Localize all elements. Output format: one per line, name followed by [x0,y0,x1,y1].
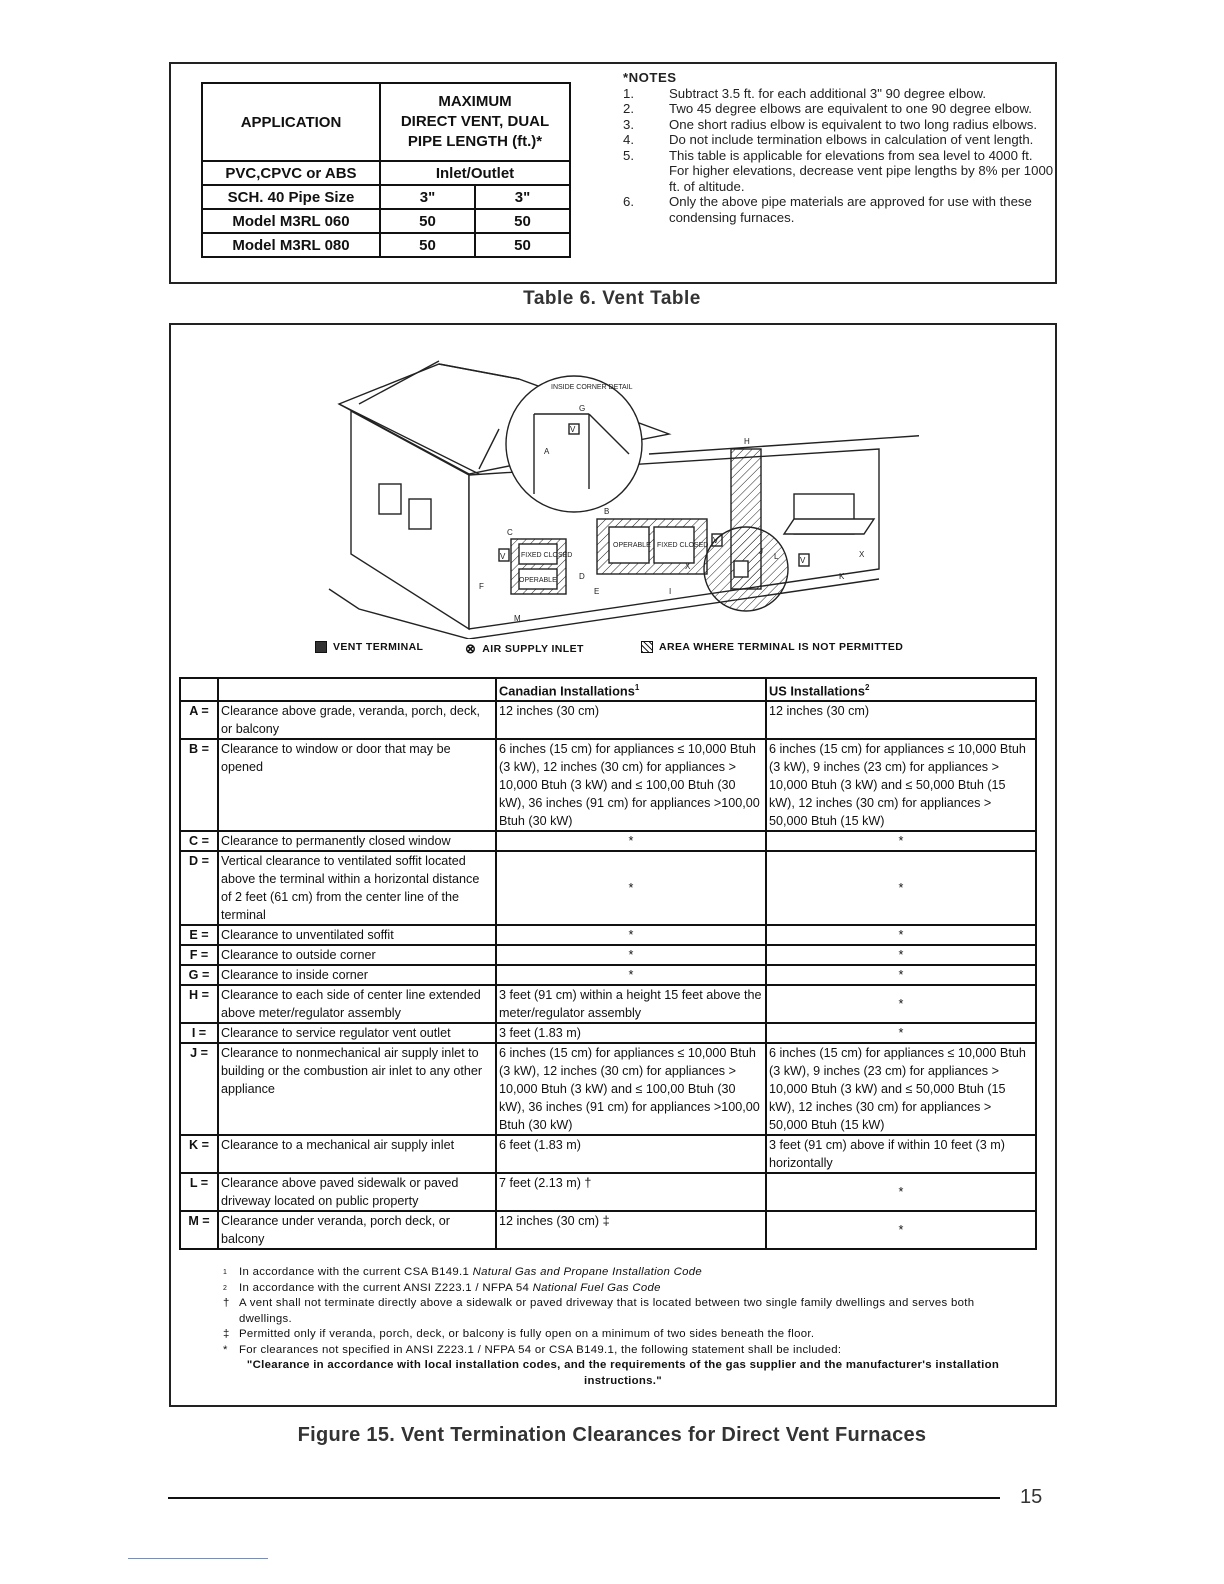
dim-label-e: E [594,587,600,596]
row-us: * [766,945,1036,965]
row-letter: I = [180,1023,218,1043]
footer-link-underline [128,1558,268,1559]
vent-table [201,82,571,258]
header-max-line1: MAXIMUM [438,93,512,110]
row-us: * [766,1211,1036,1249]
figure-panel [169,323,1057,1407]
row-us: 3 feet (91 cm) above if within 10 feet (3 m) horizontally [766,1135,1036,1173]
footnote-2: 2 In accordance with the current ANSI Z223.1 / NFPA 54 National Fuel Gas Code [223,1281,661,1294]
header-empty-desc [218,678,496,701]
row-us: * [766,831,1036,851]
air-supply-marker: X [859,550,865,559]
note-item: 6. Only the above pipe materials are approved for use with these condensing furnaces. [623,194,1032,225]
header-us: US Installations$^2$ [766,678,1036,701]
model-inlet: 50 [380,233,475,257]
vent-terminal-marker: V [570,425,576,434]
row-canadian: 7 feet (2.13 m) † [496,1173,766,1211]
footnote-star: * For clearances not specified in ANSI Z223.1 / NFPA 54 or CSA B149.1, the following statement shall be included: [223,1343,842,1356]
row-desc: Clearance to unventilated soffit [218,925,496,945]
table-row [180,739,1036,831]
clearance-header-row [180,678,1036,701]
row-canadian: 3 feet (91 cm) within a height 15 feet above the meter/regulator assembly [496,985,766,1023]
header-canadian: Canadian Installations$^1$ [496,678,766,701]
table-row [180,1023,1036,1043]
vent-table-panel [169,62,1057,284]
row-letter: J = [180,1043,218,1135]
table-row [180,1135,1036,1173]
dim-label-k: K [839,572,845,581]
dim-label-b: B [604,507,610,516]
table-caption: Table 6. Vent Table [523,288,701,309]
row-us: 6 inches (15 cm) for appliances ≤ 10,000 Btuh (3 kW), 9 inches (23 cm) for appliances > 10,000 Btuh (3 kW) and ≤ 50,000 Btuh (15 kW), 12 inches (30 cm) for appliances > 50,000 Btuh (15 kW) [766,739,1036,831]
row-letter: H = [180,985,218,1023]
figure-caption: Figure 15. Vent Termination Clearances for Direct Vent Furnaces [297,1424,927,1446]
notes-title: *NOTES [623,70,677,85]
clearance-table [179,677,1037,1250]
row-canadian: * [496,945,766,965]
air-supply-marker: X [685,562,691,571]
row-letter: D = [180,851,218,925]
dim-label-f: F [479,582,484,591]
row-desc: Clearance to a mechanical air supply inlet [218,1135,496,1173]
row-desc: Clearance to inside corner [218,965,496,985]
row-canadian: * [496,925,766,945]
inside-corner-detail-label: INSIDE CORNER DETAIL [551,384,633,391]
model-outlet: 50 [475,209,570,233]
row-desc: Clearance above grade, veranda, porch, deck, or balcony [218,701,496,739]
operable-label: OPERABLE [519,577,557,584]
header-max-line3: PIPE LENGTH (ft.)* [407,133,543,150]
pipe-size-label: SCH. 40 Pipe Size [202,185,380,209]
model-name: Model M3RL 080 [202,233,380,257]
footnotes [217,1265,1029,1389]
vent-terminal-marker: V [800,556,806,565]
dim-label-c: C [507,528,513,537]
row-us: * [766,965,1036,985]
model-inlet: 50 [380,209,475,233]
table-row [180,1173,1036,1211]
legend-vent-terminal [315,641,423,653]
hatched-area-icon [641,641,653,653]
footnote-1: 1 In accordance with the current CSA B149.1 Natural Gas and Propane Installation Code [223,1266,703,1278]
size-outlet: 3" [475,185,570,209]
row-letter: E = [180,925,218,945]
row-desc: Clearance to service regulator vent outlet [218,1023,496,1043]
row-canadian: 6 feet (1.83 m) [496,1135,766,1173]
dim-label-g: G [579,404,586,413]
dim-label-l: L [774,552,779,561]
row-us: 12 inches (30 cm) [766,701,1036,739]
row-desc: Clearance to outside corner [218,945,496,965]
row-us: * [766,985,1036,1023]
note-item: 2. Two 45 degree elbows are equivalent to one 90 degree elbow. [623,101,1032,116]
model-outlet: 50 [475,233,570,257]
row-canadian: 6 inches (15 cm) for appliances ≤ 10,000 Btuh (3 kW), 12 inches (30 cm) for appliances > 10,000 Btuh (3 kW) and ≤ 100,00 Btuh (30 kW), 36 inches (91 cm) for appliances >100,00 Btuh (30 kW) [496,739,766,831]
table-row [180,925,1036,945]
inlet-outlet-label: Inlet/Outlet [380,161,570,185]
table-row [180,831,1036,851]
header-max-line2: DIRECT VENT, DUAL [400,113,550,130]
row-canadian: 3 feet (1.83 m) [496,1023,766,1043]
row-letter: L = [180,1173,218,1211]
footnote-double-dagger: ‡ Permitted only if veranda, porch, deck, or balcony is fully open on a minimum of two sides beneath the floor. [223,1328,815,1340]
house-diagram [319,339,919,639]
row-desc: Clearance to permanently closed window [218,831,496,851]
note-item: 1. Subtract 3.5 ft. for each additional 3" 90 degree elbow. [623,85,986,101]
row-us: 6 inches (15 cm) for appliances ≤ 10,000 Btuh (3 kW), 9 inches (23 cm) for appliances > 10,000 Btuh (3 kW) and ≤ 50,000 Btuh (15 kW), 12 inches (30 cm) for appliances > 50,000 Btuh (15 kW) [766,1043,1036,1135]
row-canadian: 6 inches (15 cm) for appliances ≤ 10,000 Btuh (3 kW), 12 inches (30 cm) for appliances > 10,000 Btuh (3 kW) and ≤ 100,00 Btuh (30 kW), 36 inches (91 cm) for appliances >100,00 Btuh (30 kW) [496,1043,766,1135]
legend-not-permitted [641,641,903,653]
note-item: 5. This table is applicable for elevations from sea level to 4000 ft. For higher elevations, decrease vent pipe lengths by 8% per 1000 ft. of altitude. [623,147,1054,194]
row-letter: A = [180,701,218,739]
air-supply-icon: ⊗ [465,641,477,656]
header-max-length [380,83,570,161]
pipe-material-label: PVC,CPVC or ABS [202,161,380,185]
row-canadian: 12 inches (30 cm) [496,701,766,739]
operable-label: OPERABLE [613,542,651,549]
table-row [180,701,1036,739]
size-inlet: 3" [380,185,475,209]
model-row [202,233,570,257]
table-row [180,1211,1036,1249]
row-canadian: 12 inches (30 cm) ‡ [496,1211,766,1249]
vent-terminal-marker: V [713,536,719,545]
table-row [180,965,1036,985]
dim-label-d: D [579,572,585,581]
vent-terminal-icon [315,641,327,653]
row-desc: Vertical clearance to ventilated soffit located above the terminal within a horizontal distance of 2 feet (61 cm) from the center line of the terminal [218,851,496,925]
dim-label-j: J [759,547,763,556]
row-us: * [766,851,1036,925]
legend-not-permitted-label: AREA WHERE TERMINAL IS NOT PERMITTED [659,641,904,653]
row-letter: G = [180,965,218,985]
dim-label-h: H [744,437,750,446]
legend-air-supply-label: AIR SUPPLY INLET [482,643,584,655]
row-desc: Clearance to nonmechanical air supply inlet to building or the combustion air inlet to any other appliance [218,1043,496,1135]
vent-terminal-marker: V [500,552,506,561]
dim-label-i: I [669,587,672,596]
table-row [180,945,1036,965]
vent-notes [623,70,1055,225]
row-canadian: * [496,965,766,985]
row-us: * [766,1173,1036,1211]
model-row [202,209,570,233]
row-us: * [766,925,1036,945]
note-item: 4. Do not include termination elbows in calculation of vent length. [623,132,1034,147]
footnote-dagger: † A vent shall not terminate directly above a sidewalk or paved driveway that is located between two single family dwellings and serves both dwellings. [223,1297,975,1325]
dim-label-a: A [544,447,550,456]
legend-vent-terminal-label: VENT TERMINAL [333,641,424,653]
table-row [180,985,1036,1023]
row-letter: F = [180,945,218,965]
table-row [180,1043,1036,1135]
row-desc: Clearance above paved sidewalk or paved driveway located on public property [218,1173,496,1211]
table-row [180,851,1036,925]
page-number: 15 [1020,1486,1043,1508]
row-desc: Clearance to each side of center line extended above meter/regulator assembly [218,985,496,1023]
model-name: Model M3RL 060 [202,209,380,233]
row-desc: Clearance to window or door that may be opened [218,739,496,831]
row-letter: C = [180,831,218,851]
legend-air-supply [465,641,584,657]
header-application: APPLICATION [202,83,380,161]
row-letter: K = [180,1135,218,1173]
row-us: * [766,1023,1036,1043]
note-item: 3. One short radius elbow is equivalent to two long radius elbows. [623,116,1037,132]
page-footer-rule [168,1497,1000,1499]
row-canadian: * [496,831,766,851]
row-canadian: * [496,851,766,925]
row-letter: M = [180,1211,218,1249]
dim-label-m: M [514,614,521,623]
row-desc: Clearance under veranda, porch deck, or balcony [218,1211,496,1249]
header-empty-letter [180,678,218,701]
fixed-closed-label: FIXED CLOSED [521,552,573,559]
row-letter: B = [180,739,218,831]
footnote-statement: "Clearance in accordance with local installation codes, and the requirements of the gas supplier and the manufacturer's installation instructions." [246,1359,1000,1387]
fixed-closed-label: FIXED CLOSED [657,542,709,549]
